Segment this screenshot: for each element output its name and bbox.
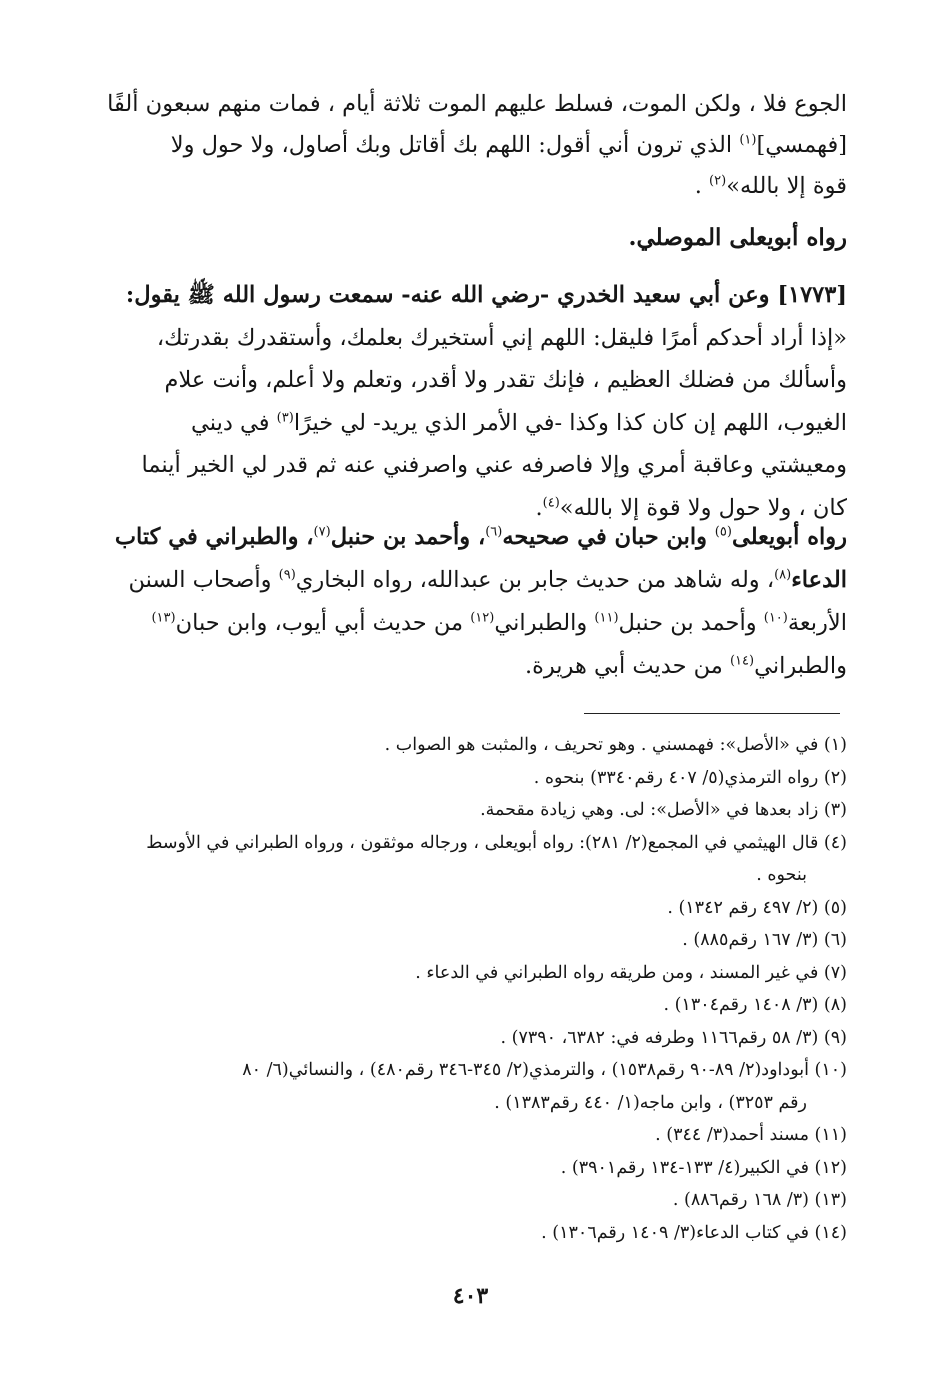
text-line: «إذا أراد أحدكم أمرًا فليقل: اللهم إني أستخيرك بعلمك، وأستقدرك بقدرتك، bbox=[156, 324, 847, 351]
footnote-5: (٥) (٢/ ٤٩٧ رقم ١٣٤٢) . bbox=[667, 897, 847, 918]
footnote-ref[interactable]: (٢) bbox=[709, 173, 727, 189]
footnote-13: (١٣) (٣/ ١٦٨ رقم٨٨٦) . bbox=[672, 1190, 847, 1210]
footnote-ref[interactable]: (١٤) bbox=[729, 653, 755, 669]
text-line: ومعيشتي وعاقبة أمري وإلا فاصرفه عني واصرفني عنه ثم قدر لي الخير أينما bbox=[141, 452, 847, 478]
footnote-ref[interactable]: (١٣) bbox=[151, 610, 176, 626]
footnote-ref[interactable]: (٣) bbox=[276, 410, 294, 425]
footnote-ref[interactable]: (٩) bbox=[278, 567, 296, 583]
footnote-10: (١٠) أبوداود(٢/ ٨٩-٩٠ رقم١٥٣٨) ، والترمذي(٢/ ٣٤٥-٣٤٦ رقم٤٨٠) ، والنسائي(٦/ ٨٠ bbox=[242, 1060, 847, 1080]
text-line: وأسألك من فضلك العظيم ، فإنك تقدر ولا أقدر، وتعلم ولا أعلم، وأنت علام bbox=[164, 367, 847, 393]
footnotes-section bbox=[82, 729, 847, 1249]
paragraph-sources bbox=[82, 516, 847, 688]
footnote-ref[interactable]: (١) bbox=[739, 132, 757, 148]
footnote-1: (١) في «الأصل»: فهمسني . وهو تحريف ، والمثبت هو الصواب . bbox=[384, 735, 847, 755]
text-line: قوة إلا بالله»$^{(٢)}$ . bbox=[694, 173, 847, 199]
text-line: والطبراني$^{(١٤)}$ من حديث أبي هريرة. bbox=[524, 653, 847, 679]
footnote-8: (٨) (٣/ ١٤٠٨ رقم١٣٠٤) . bbox=[663, 995, 847, 1015]
text-line: الأربعة$^{(١٠)}$ وأحمد بن حنبل$^{(١١)}$ والطبراني$^{(١٢)}$ من حديث أبي أيوب، وابن حبان$^{(١٣)}$ bbox=[151, 610, 847, 636]
footnote-ref[interactable]: (٥) bbox=[714, 524, 732, 540]
source-heading: رواه أبويعلى الموصلي. bbox=[628, 224, 847, 251]
text-line: كان ، ولا حول ولا قوة إلا بالله»$^{(٤)}$. bbox=[535, 494, 847, 521]
footnote-3: (٣) زاد بعدها في «الأصل»: لى. وهي زيادة مقحمة. bbox=[480, 800, 847, 820]
footnote-4: (٤) قال الهيثمي في المجمع(٢/ ٢٨١): رواه أبويعلى ، ورجاله موثقون ، ورواه الطبراني في الأوسط bbox=[146, 832, 847, 853]
footnote-9: (٩) (٣/ ٥٨ رقم١١٦٦ وطرفه في: ٦٣٨٢، ٧٣٩٠) . bbox=[500, 1027, 847, 1048]
paragraph-hadith-1773 bbox=[82, 274, 847, 529]
footnote-2: (٢) رواه الترمذي(٥/ ٤٠٧ رقم٣٣٤٠) بنحوه . bbox=[533, 767, 847, 788]
footnote-ref[interactable]: (١٠) bbox=[763, 610, 788, 626]
paragraph-hadith-end bbox=[82, 84, 847, 207]
text-line: رواه أبويعلى$^{(٥)}$ وابن حبان في صحيحه$^{(٦)}$، وأحمد بن حنبل$^{(٧)}$، والطبراني في كتاب bbox=[114, 524, 847, 550]
footnote-6: (٦) (٣/ ١٦٧ رقم٨٨٥) . bbox=[682, 930, 847, 950]
text-line: الغيوب، اللهم إن كان كذا وكذا -في الأمر الذي يريد- لي خيرًا$^{(٣)}$ في ديني bbox=[191, 409, 847, 436]
footnote-7: (٧) في غير المسند ، ومن طريقه رواه الطبراني في الدعاء . bbox=[415, 962, 847, 983]
footnote-10-continuation: رقم ٣٢٥٣) ، وابن ماجه(١/ ٤٤٠ رقم١٣٨٣) . bbox=[494, 1092, 807, 1113]
footnote-ref[interactable]: (٦) bbox=[485, 524, 503, 540]
footnote-11: (١١) مسند أحمد(٣/ ٣٤٤) . bbox=[655, 1125, 847, 1145]
footnote-ref[interactable]: (٤) bbox=[542, 495, 560, 510]
text-line: [فهمسي]$^{(١)}$ الذي ترون أني أقول: اللهم بك أقاتل وبك أصاول، ولا حول ولا bbox=[170, 132, 847, 158]
footnote-ref[interactable]: (١١) bbox=[594, 610, 619, 626]
footnote-divider bbox=[584, 713, 840, 714]
text-line: الدعاء$^{(٨)}$، وله شاهد من حديث جابر بن عبدالله، رواه البخاري$^{(٩)}$ وأصحاب السنن bbox=[128, 567, 847, 593]
text-line: الجوع فلا ، ولكن الموت، فسلط عليهم الموت ثلاثة أيام ، فمات منهم سبعون ألفًا bbox=[107, 91, 847, 117]
footnote-12: (١٢) في الكبير(٤/ ١٣٣-١٣٤ رقم٣٩٠١) . bbox=[560, 1157, 847, 1178]
footnote-ref[interactable]: (٨) bbox=[774, 567, 792, 583]
footnote-ref[interactable]: (٧) bbox=[313, 524, 331, 540]
footnote-4-continuation: بنحوه . bbox=[756, 865, 807, 885]
text-line: [١٧٧٣] وعن أبي سعيد الخدري -رضي الله عنه- سمعت رسول الله ﷺ يقول: bbox=[125, 282, 847, 308]
footnote-ref[interactable]: (١٢) bbox=[470, 610, 495, 626]
footnote-14: (١٤) في كتاب الدعاء(٣/ ١٤٠٩ رقم١٣٠٦) . bbox=[541, 1222, 847, 1243]
page-number: ٤٠٣ bbox=[452, 1283, 489, 1309]
